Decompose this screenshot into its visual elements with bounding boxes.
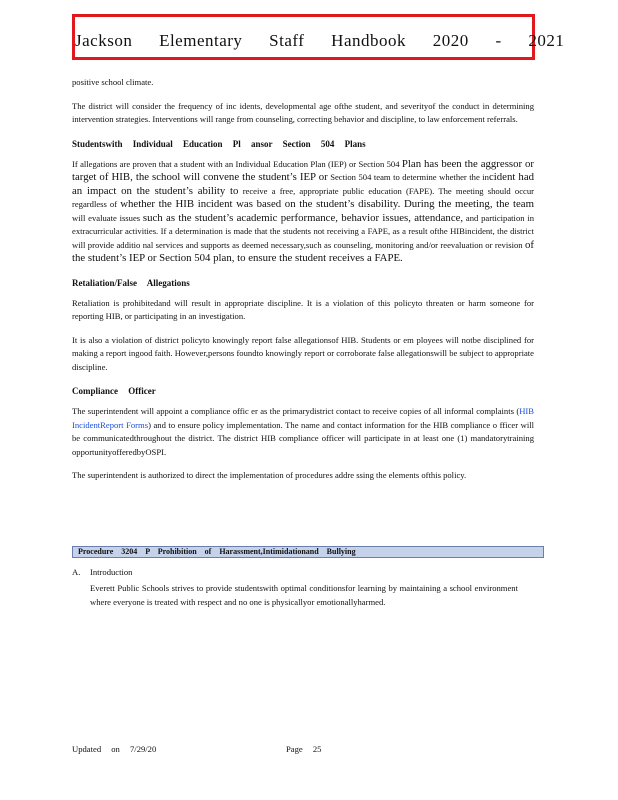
iep-sentence-7: will evaluate issues [72, 212, 141, 223]
iep-sentence-4: cident had an impact on the student’s ability to [72, 171, 535, 197]
paragraph-false-allegations: It is also a violation of district policyto knowingly report false allegationsof HIB. Students or em ployees will notbe disciplined for making a report ingood faith. However,persons foundto knowingly report or corroborate false allegationswill be subject to appropriate discipline. [72, 334, 534, 372]
intro-heading [72, 566, 544, 578]
iep-sentence-8: such as the student’s academic performance, behavior issues, attendance, [142, 211, 464, 224]
compliance-text-a: The superintendent will appoint a compliance offic er as the primarydistrict contact to receive copies of all informal complaints ( [72, 406, 520, 416]
procedure-title-bar: Procedure 3204 P Prohibition of Harassment,Intimidationand Bullying [72, 546, 544, 558]
heading-retaliation: Retaliation/False Allegations [72, 277, 190, 288]
main-content [72, 76, 534, 483]
iep-sentence-10: of the student’s IEP or Section 504 plan, to ensure the student receives a FAPE. [72, 238, 534, 264]
paragraph-retaliation: Retaliation is prohibitedand will result in appropriate discipline. It is a violation of this policyto threaten or harm someone for reporting HIB, or participating in an investigation. [72, 297, 534, 321]
intro-paragraph: Everett Public Schools strives to provide studentswith optimal conditionsfor learning by maintaining a school environment where everyone is treated with respect and no one is physicallyor emotionallyharmed. [90, 583, 518, 607]
intro-letter: A. [72, 567, 81, 577]
iep-sentence-1: If allegations are proven that a student with an Individual Education Plan (IEP) or Section 504 [72, 158, 400, 169]
handbook-title: Jackson Elementary Staff Handbook 2020 - 2021 [75, 31, 565, 50]
iep-sentence-2: Plan has been the aggressor or target of HIB, the school will convene the student’s IEP or [72, 157, 534, 183]
paragraph-iep [72, 158, 534, 266]
iep-sentence-3: Section 504 team to determine whether the in [330, 172, 489, 182]
intro-title: Introduction [90, 567, 133, 577]
iep-sentence-5: receive a free, appropriate public education (FAPE). The meeting should occur regardless of [72, 185, 534, 209]
paragraph-climate: positive school climate. [72, 77, 154, 87]
paragraph-superintendent: The superintendent is authorized to direct the implementation of procedures addre ssing the elements ofthis policy. [72, 470, 467, 480]
iep-sentence-6: whether the HIB incident was based on the student’s disability. During the meeting, the team [120, 198, 534, 210]
intro-section [72, 566, 544, 609]
heading-iep-504: Studentswith Individual Education Pl ansor Section 504 Plans [72, 138, 366, 149]
paragraph-interventions: The district will consider the frequency of inc idents, developmental age ofthe student, and severityof the conduct in determining intervention strategies. Interventions will range from counseling, correcting behavior and discipline, to law enforcement referrals. [72, 100, 534, 124]
iep-sentence-9: and participation in extracurricular activities. If a determination is made that the students not receiving a FAPE, as a result ofthe HIBincident, the district will provide additio nal services and supports as deemed necessary,such as counseling, monitoring and/or reevaluation or revision [72, 212, 535, 250]
compliance-text-b: ) and to ensure policy implementation. The name and contact information for the HIB compliance o fficer will be communicatedthroughout the district. The district HIB compliance officer will participate in at least one (1) mandatorytraining opportunityofferedbyOSPI. [72, 419, 534, 457]
hib-incident-report-link[interactable]: HIB IncidentReport Forms [72, 406, 534, 430]
footer-updated: Updated on 7/29/20 [72, 744, 157, 754]
heading-compliance-officer: Compliance Officer [72, 386, 156, 396]
footer-page-number: Page 25 [286, 744, 322, 754]
paragraph-compliance [72, 405, 534, 459]
header-box [72, 14, 565, 60]
